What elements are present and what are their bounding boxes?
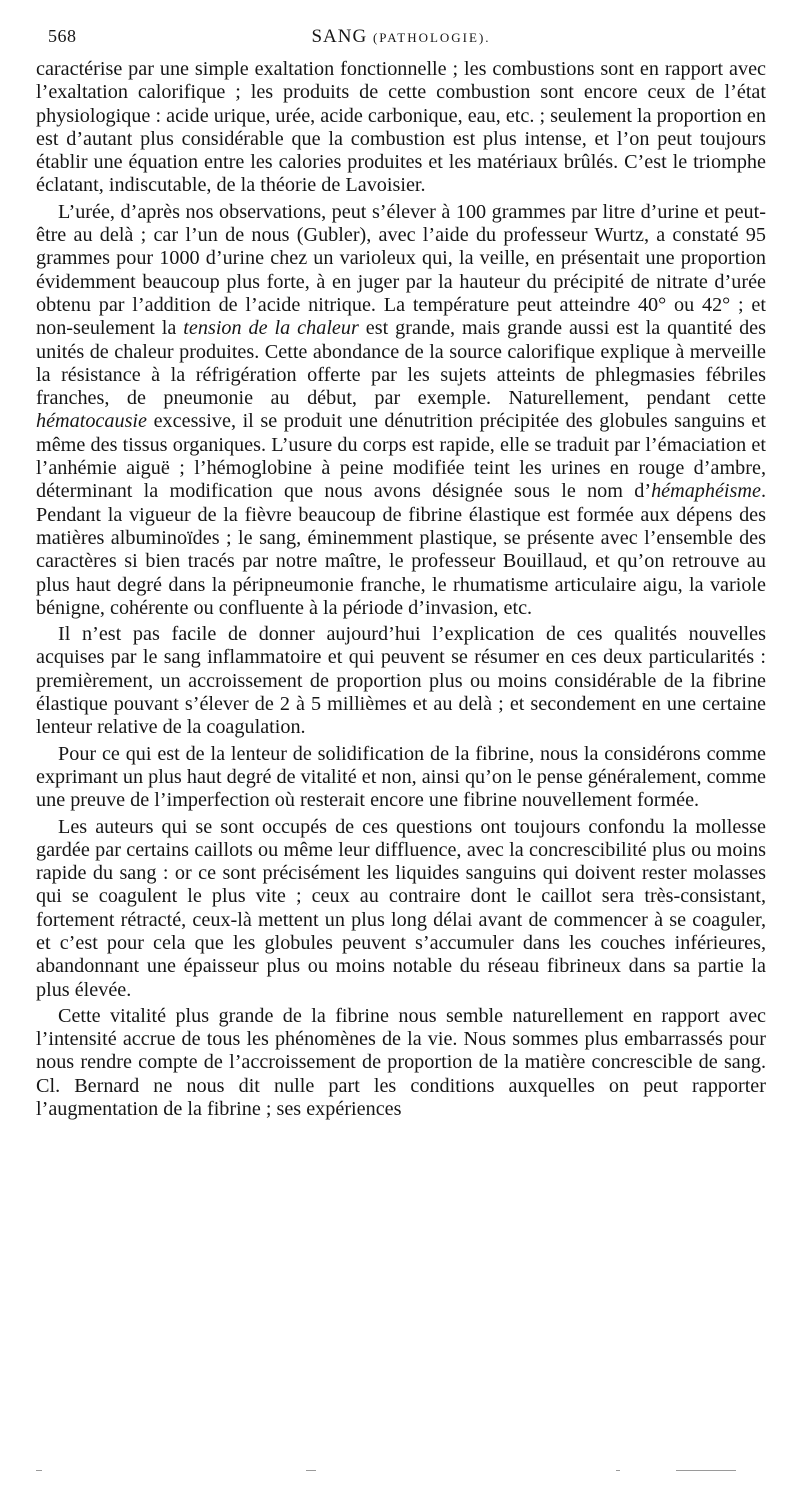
header-title xyxy=(36,26,766,48)
body-text xyxy=(36,58,766,1121)
header-title-subtitle: (PATHOLOGIE). xyxy=(372,30,491,45)
scan-artifacts xyxy=(36,1470,766,1476)
header-title-main: SANG xyxy=(311,26,368,47)
scan-speck xyxy=(306,1470,316,1471)
scan-speck xyxy=(36,1470,42,1471)
page-number: 568 xyxy=(48,26,77,46)
running-head xyxy=(36,26,766,52)
paragraph-3 xyxy=(36,623,766,739)
scan-speck xyxy=(616,1470,620,1471)
italic-term-hemapheisme: hémaphéisme xyxy=(651,480,761,503)
paragraph-text: excessive, il se produit une dénutrition précipitée des globules sanguins et même des tissus organiques. L’usure du corps est rapide, elle se traduit par l’émaciation et l’anhémie aiguë ; l’hémoglobine à peine modifiée teint les urines en rouge d’ambre, déterminant la modification que nous avons désignée sous le nom d’ xyxy=(36,410,766,503)
book-page xyxy=(36,26,766,1121)
paragraph-text: Les auteurs qui se sont occupés de ces questions ont toujours confondu la mollesse gardée par certains caillots ou même leur diffluence, avec la concrescibilité plus ou moins rapide du sang : or ce sont précisément les liquides sanguins qui doivent rester molasses qui se coagulent le plus vite ; ceux au contraire dont le caillot sera très-consistant, fortement rétracté, ceux-là mettent un plus long délai avant de commencer à se coaguler, et c’est pour cela que les globules peuvent s’accumuler dans les couches inférieures, abandonnant une épaisseur plus ou moins notable du réseau fibrineux dans sa partie la plus élevée. xyxy=(36,815,766,1001)
paragraph-text: Il n’est pas facile de donner aujourd’hui l’explication de ces qualités nouvelles acquises par le sang inflammatoire et qui peuvent se résumer en ces deux particularités : premièrement, un accroissement de proportion plus ou moins considérable de la fibrine élastique pouvant s’élever de 2 à 5 millièmes et au delà ; et secondement en une certaine lenteur relative de la coagulation. xyxy=(36,623,766,739)
paragraph-text: Cette vitalité plus grande de la fibrine nous semble naturellement en rapport avec l’intensité accrue de tous les phénomènes de la vie. Nous sommes plus embarrassés pour nous rendre compte de l’accroissement de proportion de la matière concrescible de sang. Cl. Bernard ne nous dit nulle part les conditions auxquelles on peut rapporter l’augmentation de la fibrine ; ses expériences xyxy=(36,1004,766,1121)
paragraph-text: caractérise par une simple exaltation fonctionnelle ; les combustions sont en rapport avec l’exaltation calorifique ; les produits de cette combustion sont encore ceux de l’état physiologique : acide urique, urée, acide carbonique, eau, etc. ; seulement la proportion en est d’autant plus considérable que la combustion est plus intense, et l’on peut toujours établir une équation entre les calories produites et les matériaux brûlés. C’est le triomphe éclatant, indiscutable, de la théorie de Lavoisier. xyxy=(36,58,766,197)
italic-term-tension-de-la-chaleur: tension de la chaleur xyxy=(183,317,359,340)
paragraph-5 xyxy=(36,816,766,1002)
scan-speck xyxy=(676,1470,736,1471)
paragraph-4 xyxy=(36,743,766,813)
paragraph-text: . Pendant la vigueur de la fièvre beaucoup de fibrine élastique est formée aux dépens des matières albuminoïdes ; le sang, éminemment plastique, se présente avec l’ensemble des caractères si bien tracés par notre maître, le professeur Bouillaud, et qu’on retrouve au plus haut degré dans la péripneumonie franche, le rhumatisme articulaire aigu, la variole bénigne, cohérente ou confluente à la période d’invasion, etc. xyxy=(36,480,766,619)
paragraph-2 xyxy=(36,201,766,620)
paragraph-6 xyxy=(36,1005,766,1121)
paragraph-text: Pour ce qui est de la lenteur de solidification de la fibrine, nous la considérons comme exprimant un plus haut degré de vitalité et non, ainsi qu’on le pense généralement, comme une preuve de l’imperfection où resterait encore une fibrine nouvellement formée. xyxy=(36,742,766,812)
paragraph-text: L’urée, d’après nos observations, peut s’élever à 100 grammes par litre d’urine et peut-être au delà ; car l’un de nous (Gubler), avec l’aide du professeur Wurtz, a constaté 95 grammes pour 1000 d’urine chez un varioleux qui, la veille, en présentait une proportion évidemment beaucoup plus forte, à en juger par la hauteur du précipité de nitrate d’urée obtenu par l’addition de l’acide nitrique. La température peut atteindre 40° ou 42° ; et non-seulement la xyxy=(36,200,766,340)
paragraph-text: est grande, mais grande aussi est la quantité des unités de chaleur produites. Cette abondance de la source calorifique explique à merveille la résistance à la réfrigération offerte par les sujets atteints de phlegmasies fébriles franches, de pneumonie au début, par exemple. Naturellement, pendant cette xyxy=(36,317,766,410)
paragraph-1 xyxy=(36,58,766,198)
italic-term-hematocausie: hématocausie xyxy=(36,410,148,433)
